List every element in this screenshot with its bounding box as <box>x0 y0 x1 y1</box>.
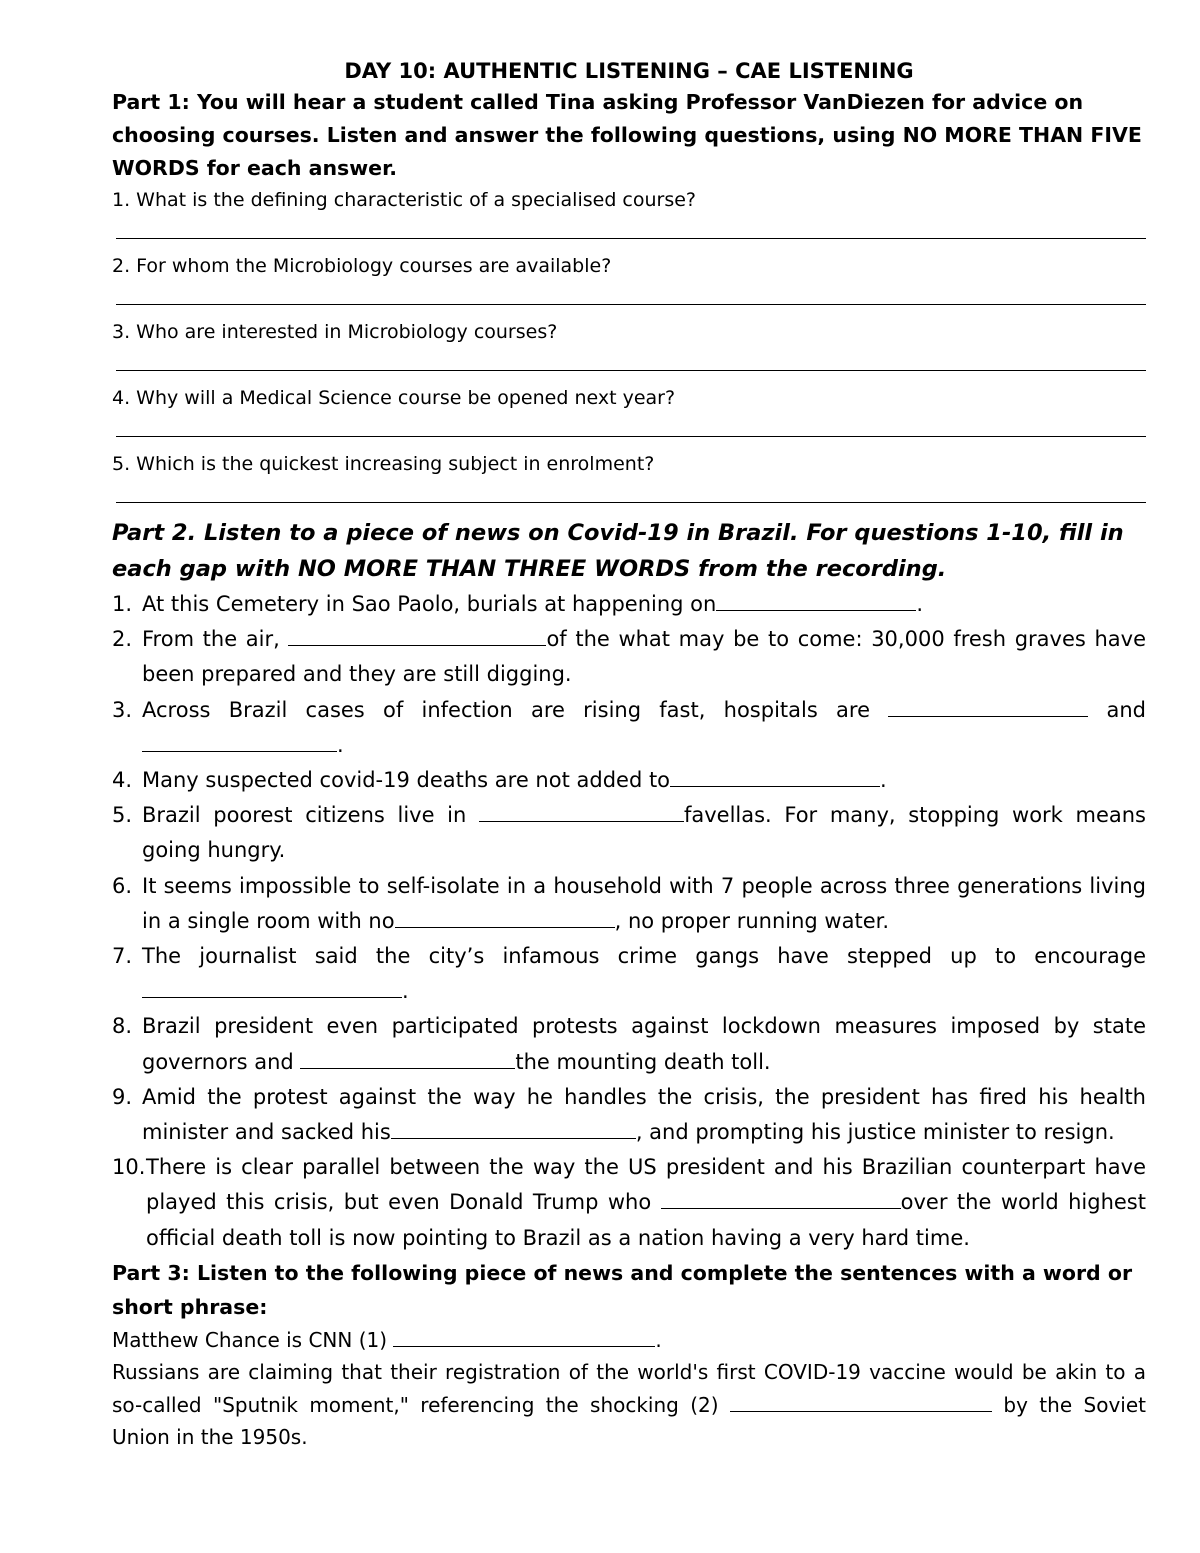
gap-text: favellas. For many, stopping work means going hungry. <box>142 803 1146 863</box>
gap-blank[interactable] <box>661 1207 901 1209</box>
gap-blank[interactable] <box>142 996 402 998</box>
gap-text: At this Cemetery in Sao Paolo, burials at happening on <box>142 592 717 616</box>
gap-item-7 <box>112 939 1146 1009</box>
gap-text: . <box>916 592 924 616</box>
gap-item-1 <box>112 587 1146 622</box>
gap-text: Brazil poorest citizens live in <box>142 803 479 828</box>
part2-heading: Part 2. Listen to a piece of news on Covid-19 in Brazil. For questions 1-10, fill in each gap with NO MORE THAN THREE WORDS from the recording. <box>112 520 1124 582</box>
part1-question-5: 5. Which is the quickest increasing subject in enrolment? <box>112 453 655 475</box>
part3-sentence-1 <box>112 1324 1146 1357</box>
worksheet-page <box>112 56 1146 1454</box>
gap-text: Brazil president even participated protests against lockdown measures imposed by state governors and <box>142 1014 1146 1074</box>
part1-question-3: 3. Who are interested in Microbiology courses? <box>112 321 558 343</box>
gap-item-6 <box>112 869 1146 939</box>
part1-heading: Part 1: You will hear a student called Tina asking Professor VanDiezen for advice on choosing courses. Listen and answer the following questions, using NO MORE THAN FIVE WORDS for each answer. <box>112 90 1142 180</box>
gap-text: It seems impossible to self-isolate in a household with 7 people across three generations living in a single room with no <box>142 873 1146 933</box>
gap-blank[interactable] <box>288 644 546 646</box>
gap-number: 9. <box>112 1084 133 1109</box>
gap-text: . <box>880 768 887 793</box>
page-title: DAY 10: AUTHENTIC LISTENING – CAE LISTENING <box>344 59 914 83</box>
sentence-text: Russians are claiming that their registration of the world's first COVID-19 vaccine would be akin to a so-called "Sputnik moment," referencing the shocking (2) <box>112 1360 1146 1417</box>
gap-blank[interactable] <box>391 1137 636 1139</box>
gap-number: 4. <box>112 768 133 793</box>
gap-blank[interactable] <box>730 1410 992 1412</box>
gap-text: the mounting death toll. <box>515 1049 771 1074</box>
gap-blank[interactable] <box>393 1345 655 1347</box>
gap-text: of the what may be to come: 30,000 fresh graves have been prepared and they are still digging. <box>142 627 1147 687</box>
gap-number: 2. <box>112 627 133 652</box>
gap-item-10 <box>112 1150 1146 1256</box>
answer-line-5[interactable] <box>116 480 1146 503</box>
gap-number: 1. <box>112 592 133 616</box>
gap-text: over the world highest official death toll is now pointing to Brazil as a nation having a very hard time. <box>146 1190 1146 1250</box>
gap-blank[interactable] <box>395 926 615 928</box>
gap-number: 8. <box>112 1014 133 1039</box>
gap-blank[interactable] <box>888 715 1088 717</box>
gap-text: There is clear parallel between the way the US president and his Brazilian counterpart have played this crisis, but even Donald Trump who <box>146 1155 1146 1215</box>
gap-item-3 <box>112 693 1146 763</box>
sentence-text: . <box>655 1327 662 1352</box>
gap-text: . <box>337 732 344 757</box>
gap-blank[interactable] <box>142 750 337 752</box>
gap-number: 5. <box>112 803 133 828</box>
gap-text: The journalist said the city’s infamous crime gangs have stepped up to encourage <box>142 944 1146 969</box>
gap-text: . <box>402 979 409 1004</box>
gap-item-2 <box>112 622 1146 692</box>
gap-text: , no proper running water. <box>614 908 889 933</box>
answer-line-1[interactable] <box>116 216 1146 239</box>
answer-line-4[interactable] <box>116 414 1146 437</box>
sentence-text: Matthew Chance is CNN (1) <box>112 1327 394 1352</box>
part2-gap-list <box>112 587 1146 1256</box>
gap-text: and <box>1088 697 1147 722</box>
sentence-text: by the Soviet Union in the 1950s. <box>112 1392 1146 1450</box>
part1-question-1: 1. What is the defining characteristic of a specialised course? <box>112 189 697 211</box>
answer-line-3[interactable] <box>116 348 1146 371</box>
part3-heading: Part 3: Listen to the following piece of news and complete the sentences with a word or short phrase: <box>112 1260 1133 1319</box>
gap-number: 6. <box>112 873 133 898</box>
gap-text: , and prompting his justice minister to resign. <box>635 1120 1115 1145</box>
gap-text: Amid the protest against the way he handles the crisis, the president has fired his health minister and sacked his <box>142 1084 1146 1145</box>
gap-blank[interactable] <box>479 820 684 822</box>
gap-number: 10. <box>112 1155 146 1180</box>
gap-item-4 <box>112 763 1146 798</box>
part3-sentence-2 <box>112 1356 1146 1454</box>
gap-number: 3. <box>112 697 133 722</box>
gap-number: 7. <box>112 944 133 969</box>
gap-text: From the air, <box>142 627 289 652</box>
gap-blank[interactable] <box>670 785 880 787</box>
part1-question-4: 4. Why will a Medical Science course be opened next year? <box>112 387 676 409</box>
gap-blank[interactable] <box>300 1067 515 1069</box>
answer-line-2[interactable] <box>116 282 1146 305</box>
gap-text: Across Brazil cases of infection are rising fast, hospitals are <box>142 697 889 722</box>
gap-item-9 <box>112 1080 1146 1150</box>
gap-item-8 <box>112 1009 1146 1079</box>
gap-item-5 <box>112 798 1146 868</box>
part1-question-2: 2. For whom the Microbiology courses are available? <box>112 255 612 277</box>
gap-blank[interactable] <box>716 609 916 611</box>
gap-text: Many suspected covid-19 deaths are not added to <box>142 768 671 793</box>
